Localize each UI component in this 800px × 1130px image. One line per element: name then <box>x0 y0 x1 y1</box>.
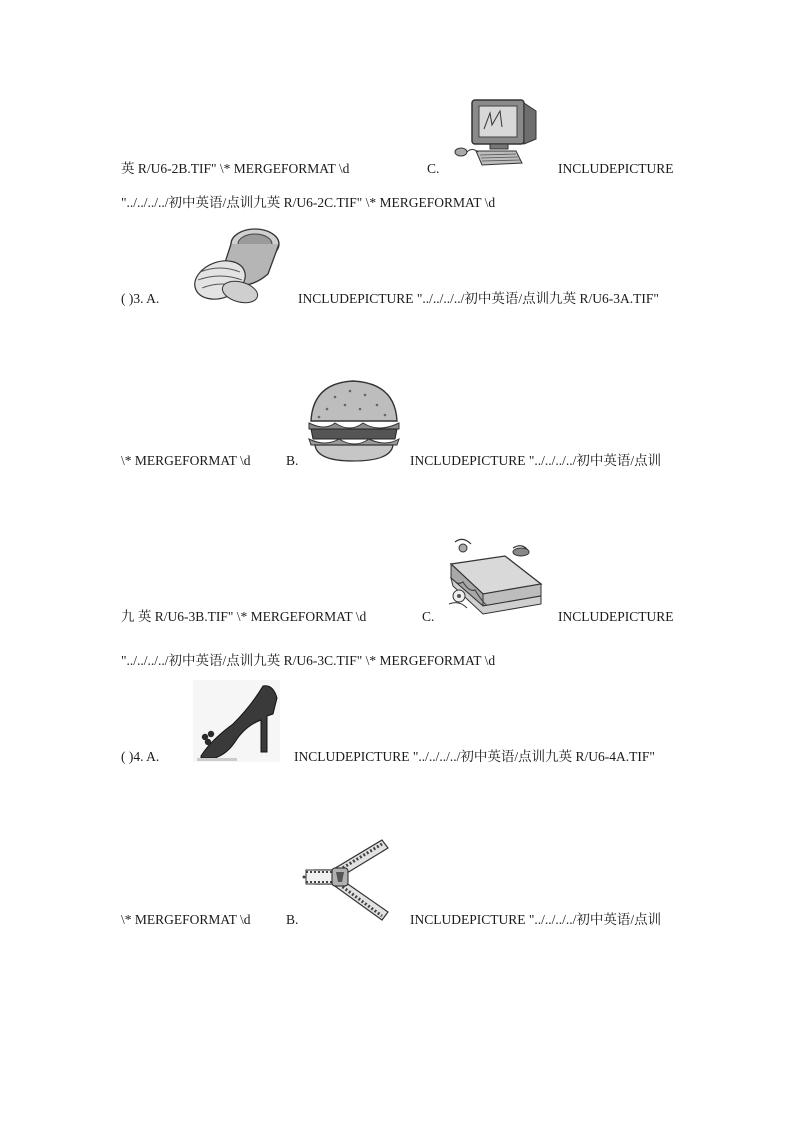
text-line-5-left: 九 英 R/U6-3B.TIF" \* MERGEFORMAT \d <box>121 609 367 624</box>
computer-picture <box>452 97 542 172</box>
high-heel-shoe-picture <box>193 680 280 762</box>
text-line-3-right: INCLUDEPICTURE "../../../../初中英语/点训九英 R/U6-3A.TIF" <box>298 291 659 306</box>
option-b-label: B. <box>286 453 299 468</box>
text-line-5-right: INCLUDEPICTURE <box>558 609 674 624</box>
text-line-2: "../../../../初中英语/点训九英 R/U6-2C.TIF" \* MERGEFORMAT \d <box>121 195 496 210</box>
option-b-label-2: B. <box>286 912 299 927</box>
option-c-label: C. <box>427 161 440 176</box>
text-line-4-right: INCLUDEPICTURE "../../../../初中英语/点训 <box>410 453 662 468</box>
chips-can-picture <box>190 222 285 304</box>
question-4-label: ( )4. A. <box>121 749 160 764</box>
option-c-label-2: C. <box>422 609 435 624</box>
text-line-8-left: \* MERGEFORMAT \d <box>121 912 251 927</box>
zipper-picture <box>302 836 390 926</box>
text-line-6: "../../../../初中英语/点训九英 R/U6-3C.TIF" \* MERGEFORMAT \d <box>121 653 496 668</box>
text-line-1-right: INCLUDEPICTURE <box>558 161 674 176</box>
hamburger-picture <box>305 375 402 465</box>
text-line-8-right: INCLUDEPICTURE "../../../../初中英语/点训 <box>410 912 662 927</box>
sandwich-picture <box>443 534 545 626</box>
question-3-label: ( )3. A. <box>121 291 160 306</box>
text-line-7-right: INCLUDEPICTURE "../../../../初中英语/点训九英 R/U6-4A.TIF" <box>294 749 655 764</box>
text-line-1-left: 英 R/U6-2B.TIF" \* MERGEFORMAT \d <box>121 161 350 176</box>
text-line-4-left: \* MERGEFORMAT \d <box>121 453 251 468</box>
